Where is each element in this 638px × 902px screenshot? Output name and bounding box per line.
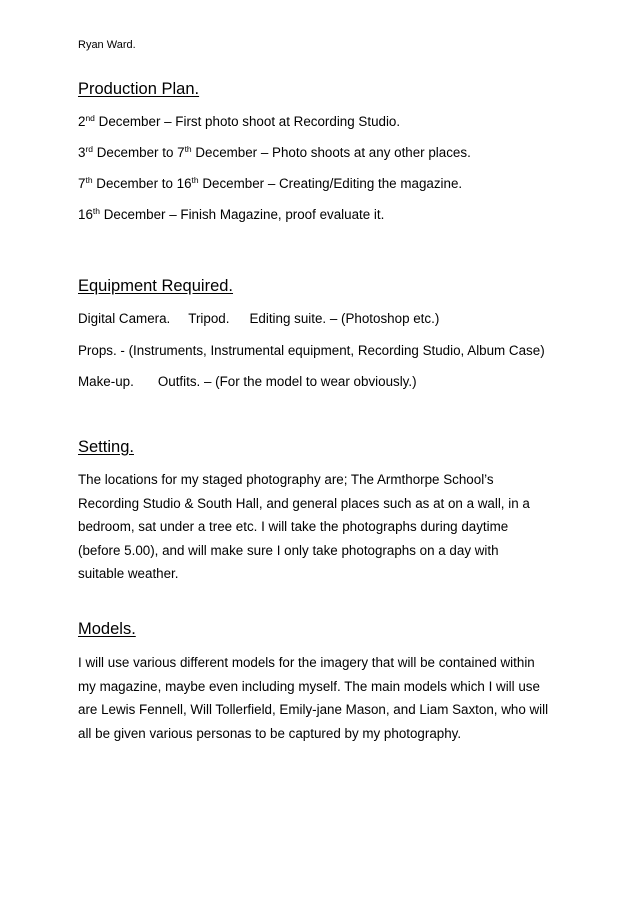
models-paragraph bbox=[78, 651, 568, 745]
plan-item-month: December bbox=[94, 114, 161, 129]
paragraph-line: suitable weather. bbox=[78, 566, 179, 581]
paragraph-line: are Lewis Fennell, Will Tollerfield, Emily-jane Mason, and Liam Saxton, who will bbox=[78, 702, 549, 717]
plan-item-4 bbox=[78, 207, 384, 223]
equipment-editing-suite: Editing suite. – (Photoshop etc.) bbox=[249, 311, 440, 326]
paragraph-line: my magazine, maybe even including myself. The main models which I will use bbox=[78, 678, 540, 694]
equipment-heading: Equipment Required. bbox=[78, 277, 234, 295]
equipment-outfits: Outfits. – (For the model to wear obviously.) bbox=[157, 374, 417, 389]
plan-item-ordinal: th bbox=[191, 175, 199, 185]
plan-item-month: December to 7 bbox=[93, 145, 185, 160]
plan-item-ordinal: nd bbox=[85, 113, 95, 123]
plan-item-month: December bbox=[100, 207, 166, 222]
equipment-make-up: Make-up. bbox=[78, 374, 134, 389]
plan-item-description: December – Creating/Editing the magazine. bbox=[198, 176, 463, 191]
plan-item-month: December to 16 bbox=[92, 176, 192, 191]
plan-item-day: 16 bbox=[78, 207, 93, 222]
production-plan-heading: Production Plan. bbox=[78, 80, 200, 98]
plan-item-ordinal: th bbox=[92, 206, 100, 216]
plan-item-day: 7 bbox=[78, 176, 86, 191]
models-heading: Models. bbox=[78, 620, 136, 638]
plan-item-1 bbox=[78, 114, 400, 130]
paragraph-line: Recording Studio & South Hall, and general places such as at on a wall, in a bbox=[78, 495, 530, 511]
plan-item-ordinal: th bbox=[85, 175, 93, 185]
equipment-digital-camera: Digital Camera. bbox=[78, 311, 171, 326]
plan-item-3 bbox=[78, 176, 462, 192]
equipment-line-2: Props. - (Instruments, Instrumental equipment, Recording Studio, Album Case) bbox=[78, 343, 545, 358]
paragraph-line: all be given various personas to be captured by my photography. bbox=[78, 725, 462, 741]
paragraph-line: bedroom, sat under a tree etc. I will take the photographs during daytime bbox=[78, 519, 509, 534]
plan-item-description: December – Photo shoots at any other places. bbox=[191, 145, 471, 160]
plan-item-ordinal: rd bbox=[85, 144, 94, 154]
paragraph-line: The locations for my staged photography are; The Armthorpe School’s bbox=[78, 472, 494, 487]
plan-item-day: 2 bbox=[78, 114, 86, 129]
plan-item-description: – Finish Magazine, proof evaluate it. bbox=[165, 207, 385, 222]
author-name: Ryan Ward. bbox=[78, 39, 136, 51]
setting-paragraph bbox=[78, 468, 568, 586]
plan-item-ordinal: th bbox=[184, 144, 192, 154]
plan-item-day: 3 bbox=[78, 145, 86, 160]
paragraph-line: I will use various different models for the imagery that will be contained within bbox=[78, 655, 535, 670]
equipment-line-1 bbox=[78, 311, 439, 327]
plan-item-description: – First photo shoot at Recording Studio. bbox=[160, 114, 401, 129]
setting-heading: Setting. bbox=[78, 438, 134, 456]
plan-item-2 bbox=[78, 145, 471, 161]
equipment-tripod: Tripod. bbox=[188, 311, 230, 326]
equipment-line-3 bbox=[78, 374, 417, 390]
paragraph-line: (before 5.00), and will make sure I only take photographs on a day with bbox=[78, 542, 499, 558]
